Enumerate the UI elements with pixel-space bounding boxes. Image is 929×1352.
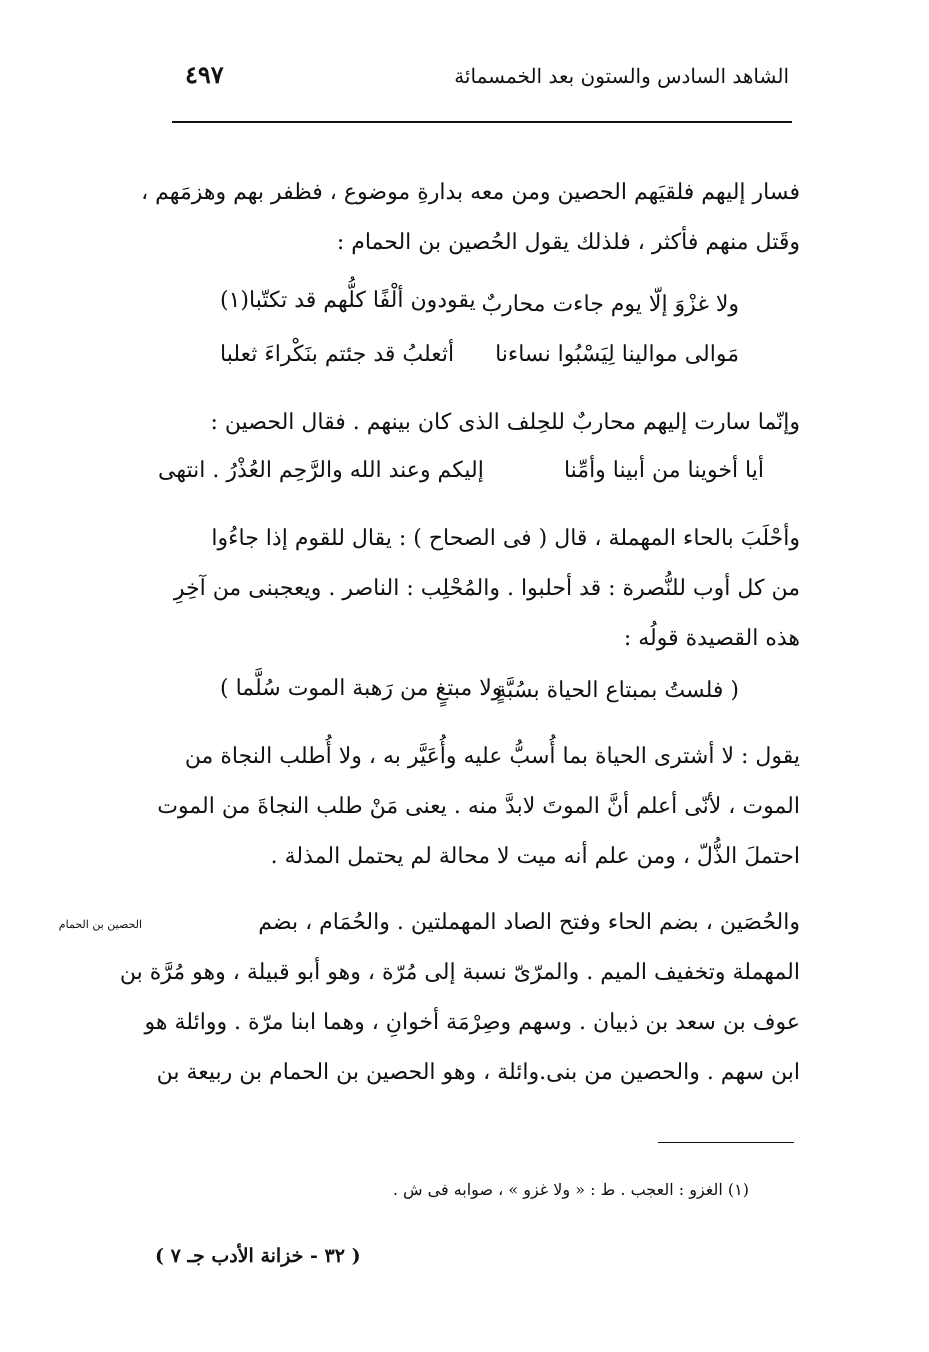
paragraph-5-line-4: ابن سهم . والحصين من بنى.وائلة ، وهو الحصين بن الحمام بن ربيعة بن (156, 1060, 800, 1085)
poem-1-verse-2-first-hemistich: مَوالى موالينا لِيَسْبُوا نساءنا (495, 342, 739, 367)
poem-3-first-hemistich: ( فلستُ بمبتاع الحياة بسُبَّةٍ (495, 678, 739, 703)
paragraph-1-line-2: وقَتل منهم فأكثر ، فلذلك يقول الحُصين بن الحمام : (336, 230, 800, 255)
footnote-rule (658, 1142, 794, 1143)
printer-signature: ( ٣٢ - خزانة الأدب جـ ٧ ) (155, 1245, 361, 1267)
paragraph-3-line-3: هذه القصيدة قولُه : (623, 626, 800, 651)
poem-2-first-hemistich: أيا أخوينا من أبينا وأمِّنا (563, 458, 764, 483)
paragraph-1-line-1: فسار إليهم فلقيَهم الحصين ومن معه بدارةِ موضوع ، فظفر بهم وهزمَهم ، (141, 180, 800, 205)
margin-note: الحصين بن الحمام (58, 918, 142, 931)
paragraph-3-line-1: وأحْلَبَ بالحاء المهملة ، قال ( فى الصحاح ) : يقال للقوم إذا جاءُوا (211, 526, 800, 551)
poem-1-verse-2-second-hemistich: أثعلبُ قد جئتم بنَكْراءَ ثعلبا (220, 342, 455, 367)
paragraph-5-line-2: المهملة وتخفيف الميم . والمرّىّ نسبة إلى مُرّة ، وهو أبو قبيلة ، وهو مُرَّة بن (119, 960, 800, 985)
footnote: (١) الغزو : العجب . ط : « ولا غزو » ، صوابه فى ش . (392, 1180, 749, 1199)
paragraph-4-line-3: احتملَ الذُّلّ ، ومن علم أنه ميت لا محالة لم يحتمل المذلة . (270, 844, 800, 869)
page-number: ٤٩٧ (185, 60, 224, 89)
paragraph-4-line-2: الموت ، لأنّى أعلم أنَّ الموتَ لابدَّ منه . يعنى مَنْ طلب النجاةَ من الموت (157, 794, 800, 819)
poem-1-verse-1-first-hemistich: ولا غزْوَ إلّا يوم جاءت محاربٌ (481, 292, 739, 317)
poem-1-verse-1-second-hemistich: يقودون ألْفًا كلُّهم قد تكتّبا(١) (220, 288, 476, 313)
paragraph-5-line-3: عوف بن سعد بن ذبيان . وسهم وصِرْمَة أخوانِ ، وهما ابنا مرّة . ووائلة هو (144, 1010, 800, 1035)
paragraph-3-line-2: من كل أوب للنُّصرة : قد أحلبوا . والمُحْلِب : الناصر . ويعجبنى من آخِرِ (173, 576, 800, 601)
paragraph-5-line-1: والحُصَين ، بضم الحاء وفتح الصاد المهملتين . والحُمَام ، بضم (258, 910, 800, 935)
header-rule (172, 121, 792, 123)
paragraph-2-line-1: وإنّما سارت إليهم محاربٌ للحِلف الذى كان بينهم . فقال الحصين : (210, 410, 800, 435)
poem-3-second-hemistich: ولا مبتغٍ من رَهبة الموت سُلَّما ) (220, 676, 503, 701)
poem-2-second-hemistich: إليكم وعند الله والرَّحِم العُذْرُ . انتهى (158, 458, 484, 483)
running-title: الشاهد السادس والستون بعد الخمسمائة (454, 64, 789, 88)
paragraph-4-line-1: يقول : لا أشترى الحياة بما أُسبُّ عليه وأُعَيَّر به ، ولا أُطلب النجاة من (184, 744, 800, 769)
